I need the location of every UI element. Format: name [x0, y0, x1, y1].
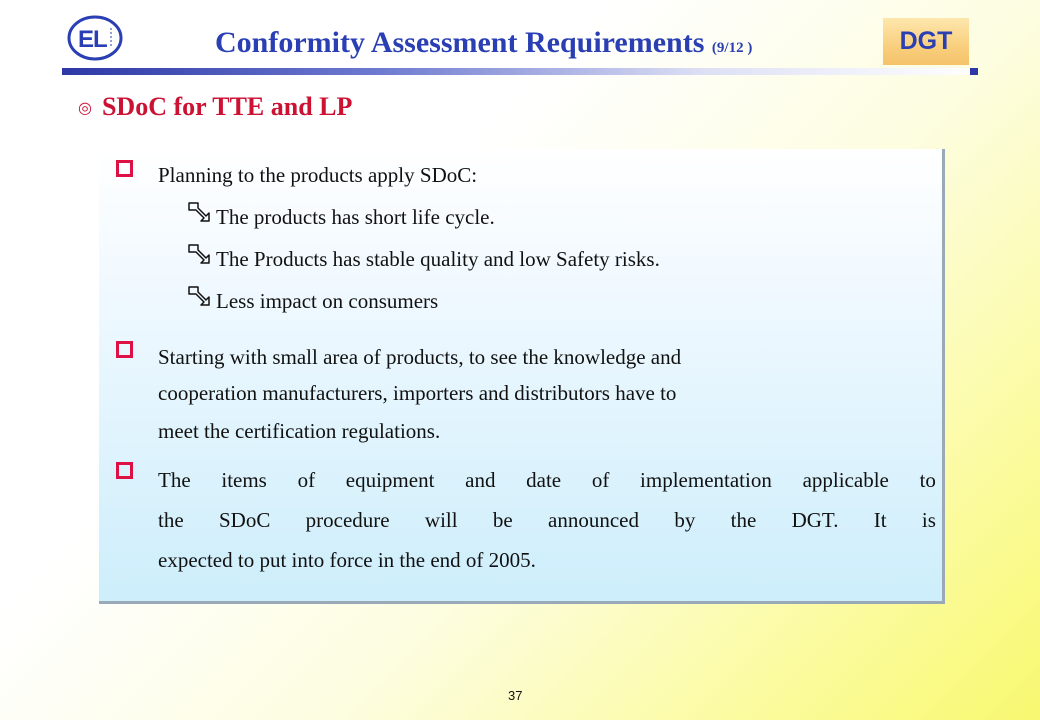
item3-word: be: [492, 508, 513, 532]
item2-line: meet the certification regulations.: [158, 419, 441, 443]
item3-word: and: [465, 468, 496, 492]
arrow-icon: [186, 242, 212, 264]
item3-word: SDoC: [218, 508, 271, 532]
item3-word: It: [873, 508, 887, 532]
item1-subitem: The Products has stable quality and low Safety risks.: [216, 247, 660, 271]
svg-text:L: L: [93, 26, 108, 53]
item3-word: of: [297, 468, 316, 492]
dgt-badge: DGT: [883, 18, 969, 65]
item3-word: announced: [548, 508, 639, 532]
double-circle-icon: ◎: [78, 97, 92, 117]
item3-word: of: [591, 468, 610, 492]
item3-word: the: [158, 508, 184, 532]
item3-word: the: [730, 508, 757, 532]
item1-subitem: Less impact on consumers: [216, 289, 439, 313]
svg-text:E: E: [78, 26, 95, 53]
page-number: 37: [508, 688, 523, 703]
item3-word: items: [221, 468, 267, 492]
square-bullet-icon: [116, 462, 133, 479]
item3-line: [158, 460, 936, 500]
item3-word: applicable: [802, 468, 889, 492]
item3-word: DGT.: [791, 508, 839, 532]
item2-line: cooperation manufacturers, importers and distributors have to: [158, 381, 677, 405]
square-bullet-icon: [116, 160, 133, 177]
item3-line: expected to put into force in the end of 2005.: [158, 548, 536, 572]
item3-word: will: [424, 508, 458, 532]
arrow-icon: [186, 284, 212, 306]
item3-line: [158, 500, 936, 540]
item3-word: to: [919, 468, 936, 492]
item3-word: equipment: [345, 468, 435, 492]
item3-word: by: [674, 508, 696, 532]
item2-line: Starting with small area of products, to see the knowledge and: [158, 345, 682, 369]
item3-word: date: [526, 468, 562, 492]
arrow-icon: [186, 200, 212, 222]
header-divider-end: [970, 68, 978, 75]
item1-text: Planning to the products apply SDoC:: [158, 163, 478, 187]
square-bullet-icon: [116, 341, 133, 358]
section-heading: [78, 92, 352, 122]
item3-word: procedure: [305, 508, 390, 532]
item3-word: The: [158, 468, 191, 492]
page-title: [215, 26, 752, 60]
title-page-indicator: (9/12 ): [711, 40, 753, 56]
el-logo: [66, 14, 124, 62]
item3-word: implementation: [640, 468, 772, 492]
title-text: Conformity Assessment Requirements: [215, 26, 705, 59]
section-heading-text: SDoC for TTE and LP: [101, 92, 353, 121]
item1-subitem: The products has short life cycle.: [216, 205, 495, 229]
header-divider: [62, 68, 978, 75]
item3-paragraph: [158, 460, 936, 580]
item3-word: is: [921, 508, 936, 532]
